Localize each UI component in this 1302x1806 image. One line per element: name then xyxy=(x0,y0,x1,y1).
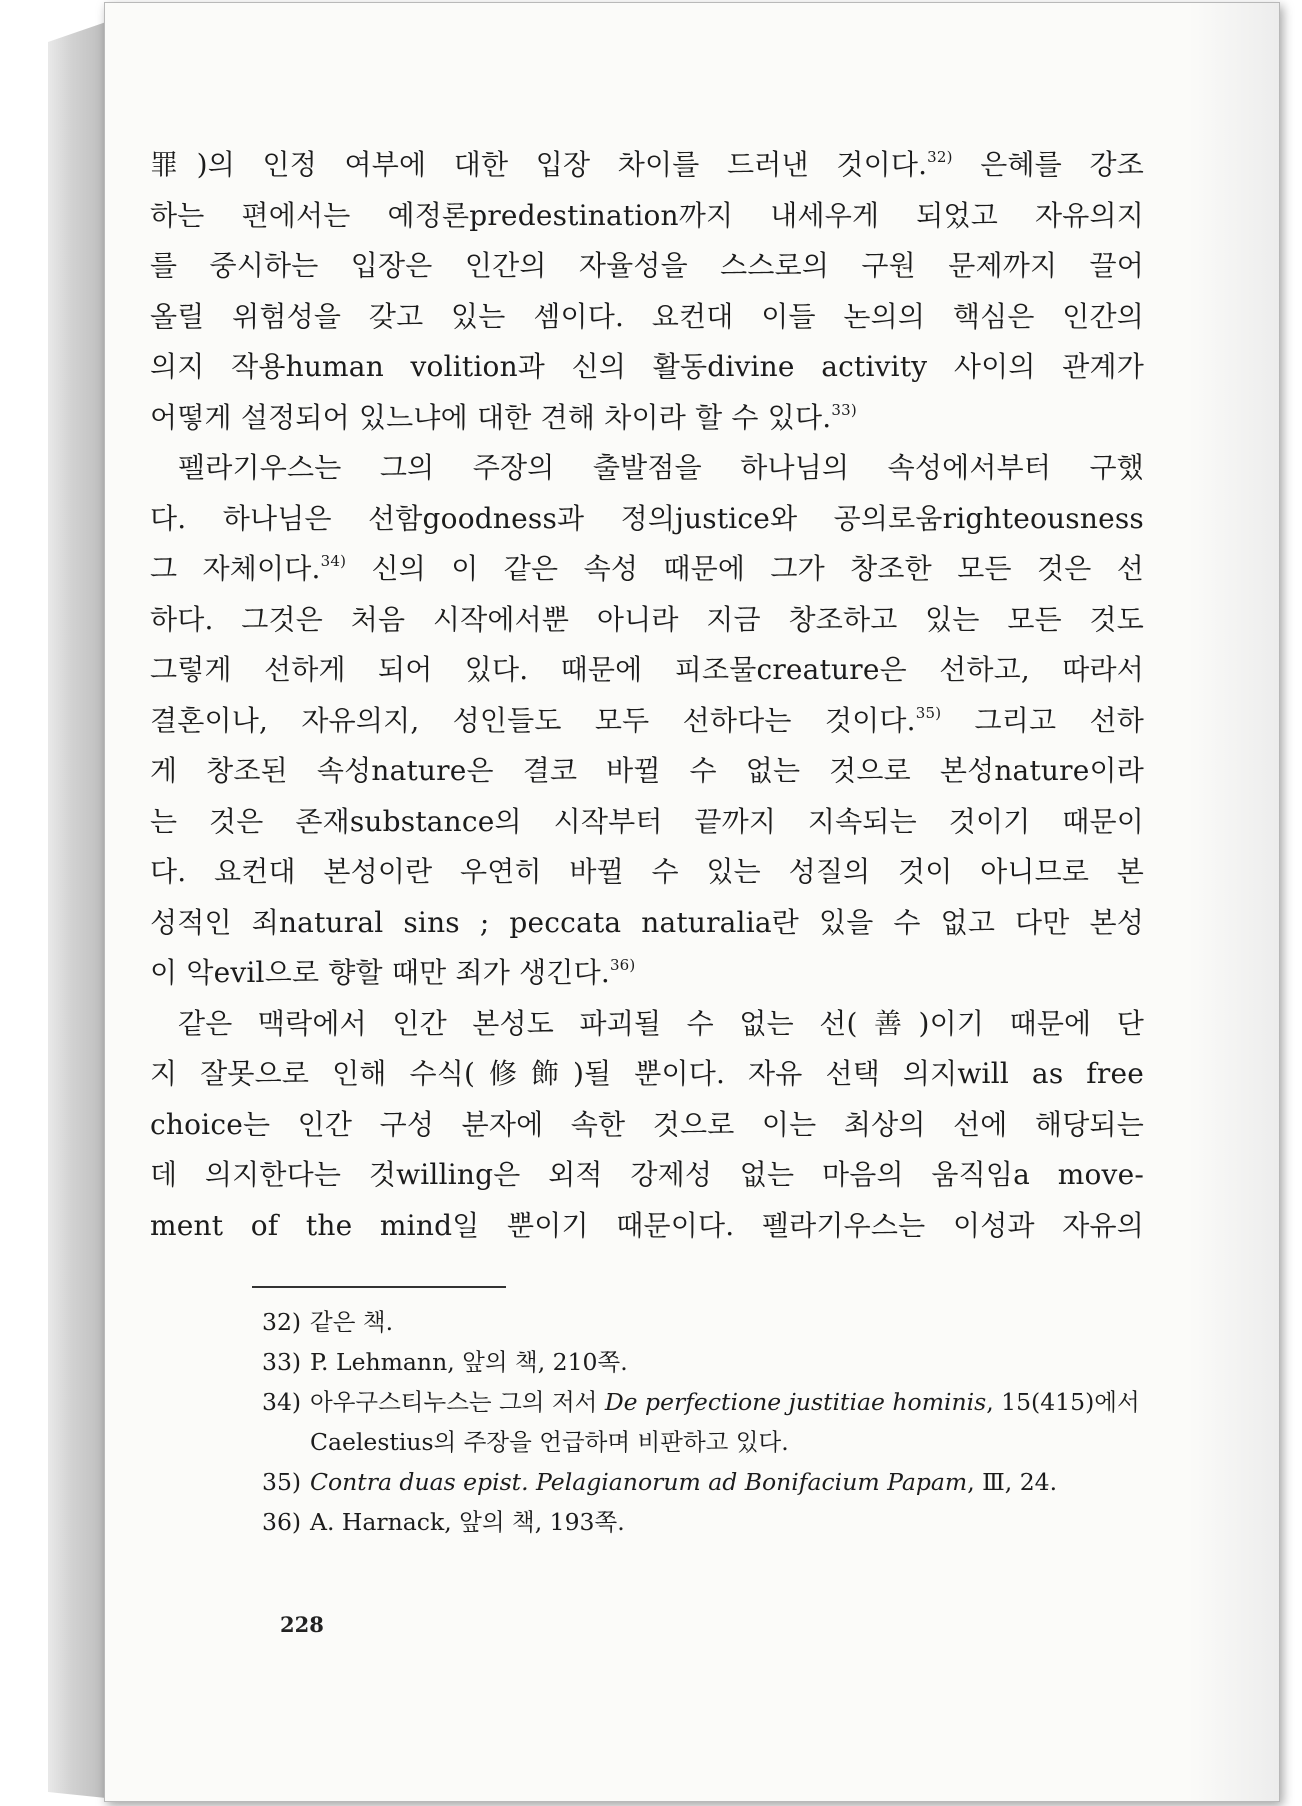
footnote-number: 35) xyxy=(262,1468,302,1496)
text-line: 하다. 그것은 처음 시작에서뿐 아니라 지금 창조하고 있는 모든 것도 xyxy=(150,602,1144,636)
text-line: 하는 편에서는 예정론predestination까지 내세우게 되었고 자유의지 xyxy=(150,198,1144,232)
footnote-ref[interactable]: 33) xyxy=(831,400,857,419)
footnote-number: 33) xyxy=(262,1348,302,1376)
text-line: 그 자체이다.$^{34)}$ 신의 이 같은 속성 때문에 그가 창조한 모든 것은 선 xyxy=(150,552,1145,585)
text-line: ment of the mind일 뿐이기 때문이다. 펠라기우스는 이성과 자유의 xyxy=(150,1208,1144,1242)
footnote-34-continuation: Caelestius의 주장을 언급하며 비판하고 있다. xyxy=(310,1428,789,1456)
text-line: 는 것은 존재substance의 시작부터 끝까지 지속되는 것이기 때문이 xyxy=(150,804,1144,838)
footnote-ref[interactable]: 35) xyxy=(915,703,942,722)
text-line: 결혼이나, 자유의지, 성인들도 모두 선하다는 것이다.$^{35)}$ 그리고 선하 xyxy=(150,703,1144,737)
text-line: 다. 하나님은 선함goodness과 정의justice와 공의로움righteousness xyxy=(150,501,1144,535)
footnote-number: 36) xyxy=(262,1508,302,1536)
footnote-ref[interactable]: 32) xyxy=(927,148,953,166)
text-line: 지 잘못으로 인해 수식(修飾)될 뿐이다. 자유 선택 의지will as free xyxy=(150,1057,1144,1090)
footnotes xyxy=(262,1302,1142,1542)
book-spine xyxy=(48,22,106,1798)
text-line: 같은 맥락에서 인간 본성도 파괴될 수 없는 선(善)이기 때문에 단 xyxy=(178,1006,1144,1040)
footnote-number: 32) xyxy=(262,1308,302,1336)
footnote-33: 33) P. Lehmann, 앞의 책, 210쪽. xyxy=(262,1342,1142,1382)
footnote-divider xyxy=(252,1286,506,1288)
text-line: 의지 작용human volition과 신의 활동divine activity 사이의 관계가 xyxy=(150,350,1144,383)
footnote-34: 34) 아우구스티누스는 그의 저서 De perfectione justitiae hominis, 15(415)에서 xyxy=(262,1382,1142,1422)
text-line: choice는 인간 구성 분자에 속한 것으로 이는 최상의 선에 해당되는 xyxy=(150,1107,1144,1141)
body-text xyxy=(150,140,1144,1251)
page-edge-shadow xyxy=(1189,3,1279,1801)
text-line: 를 중시하는 입장은 인간의 자율성을 스스로의 구원 문제까지 끌어 xyxy=(150,249,1144,282)
footnote-35: 35) Contra duas epist. Pelagianorum ad Bonifacium Papam, Ⅲ, 24. xyxy=(262,1462,1142,1502)
page-number: 228 xyxy=(280,1612,324,1637)
footnote-ref[interactable]: 34) xyxy=(320,552,347,570)
footnote-32: 32) 같은 책. xyxy=(262,1302,1142,1342)
text-line: 이 악evil으로 향할 때만 죄가 생긴다.$^{36)}$ xyxy=(150,956,636,989)
text-line: 다. 요컨대 본성이란 우연히 바뀔 수 있는 성질의 것이 아니므로 본 xyxy=(150,855,1144,888)
text-line: 성적인 죄natural sins ; peccata naturalia란 있을 수 없고 다만 본성 xyxy=(150,905,1144,939)
text-line: 게 창조된 속성nature은 결코 바뀔 수 없는 것으로 본성nature이라 xyxy=(150,754,1144,787)
text-line: 어떻게 설정되어 있느냐에 대한 견해 차이라 할 수 있다.$^{33)}$ xyxy=(150,400,857,434)
text-line: 데 의지한다는 것willing은 외적 강제성 없는 마음의 움직임a move- xyxy=(150,1158,1144,1191)
text-line: 펠라기우스는 그의 주장의 출발점을 하나님의 속성에서부터 구했 xyxy=(178,451,1144,484)
text-line: 罪)의 인정 여부에 대한 입장 차이를 드러낸 것이다.$^{32)}$ 은혜를 강조 xyxy=(150,148,1144,181)
footnote-36: 36) A. Harnack, 앞의 책, 193쪽. xyxy=(262,1502,1142,1542)
text-line: 그렇게 선하게 되어 있다. 때문에 피조물creature은 선하고, 따라서 xyxy=(150,653,1144,686)
footnote-number: 34) xyxy=(262,1388,302,1416)
footnote-ref[interactable]: 36) xyxy=(609,956,636,974)
text-line: 올릴 위험성을 갖고 있는 셈이다. 요컨대 이들 논의의 핵심은 인간의 xyxy=(150,299,1144,333)
